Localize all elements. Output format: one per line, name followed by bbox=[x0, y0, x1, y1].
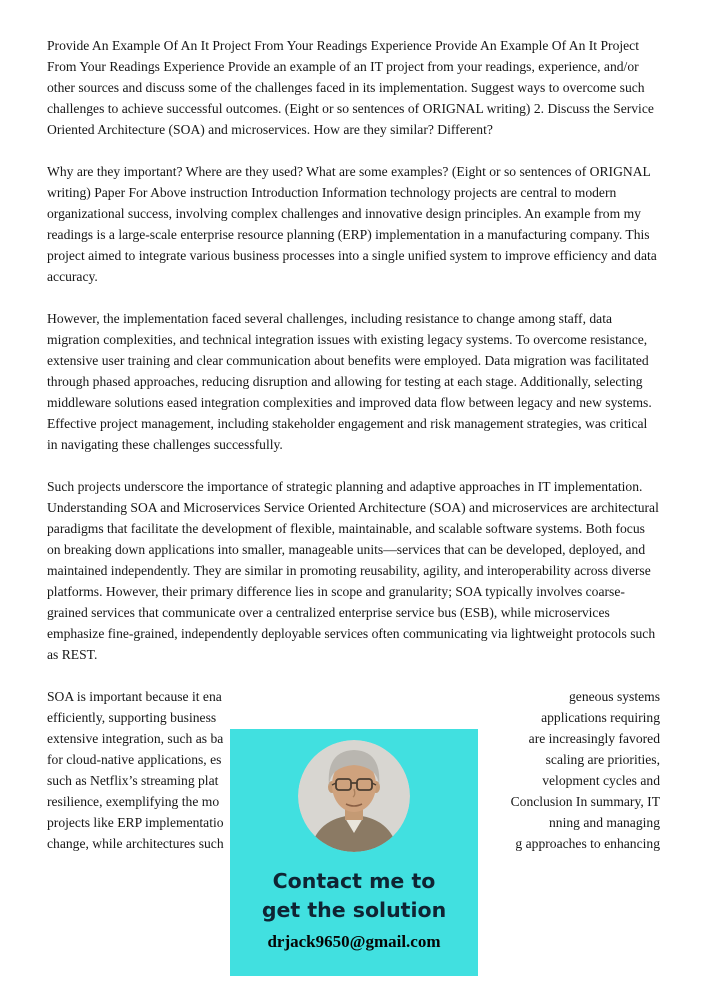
contact-heading-line2: get the solution bbox=[261, 898, 447, 922]
elderly-man-with-glasses-icon bbox=[298, 740, 410, 852]
text-fragment-right: geneous systems bbox=[569, 689, 660, 704]
contact-heading-line1: Contact me to bbox=[272, 869, 436, 893]
obscured-text-line bbox=[47, 686, 660, 707]
text-fragment-left: efficiently, supporting business bbox=[47, 710, 217, 725]
contact-overlay-card[interactable] bbox=[230, 729, 478, 976]
obscured-text-line bbox=[47, 707, 660, 728]
text-fragment-right: velopment cycles and bbox=[542, 773, 660, 788]
text-fragment-left: such as Netflix’s streaming plat bbox=[47, 773, 219, 788]
text-fragment-left: for cloud-native applications, es bbox=[47, 752, 222, 767]
text-fragment-left: projects like ERP implementatio bbox=[47, 815, 224, 830]
text-fragment-left: change, while architectures such bbox=[47, 836, 224, 851]
paragraph: Provide An Example Of An It Project From Your Readings Experience Provide An Example Of An It Project From Your Readings Experience Provide an example of an IT project from your readings, experience, and/or other sources and discuss some of the challenges faced in its implementation. Suggest ways to overcome such challenges to achieve successful outcomes. (Eight or so sentences of ORIGNAL writing) 2. Discuss the Service Oriented Architecture (SOA) and microservices. How are they similar? Different? bbox=[47, 38, 654, 137]
tutor-photo bbox=[298, 740, 410, 852]
text-fragment-right: nning and managing bbox=[549, 815, 660, 830]
text-fragment-left: resilience, exemplifying the mo bbox=[47, 794, 220, 809]
contact-heading bbox=[262, 867, 446, 925]
text-fragment-right: Conclusion In summary, IT bbox=[510, 794, 660, 809]
text-fragment-left: SOA is important because it ena bbox=[47, 689, 222, 704]
paragraph: Such projects underscore the importance of strategic planning and adaptive approaches in IT implementation. Understanding SOA and Microservices Service Oriented Architecture (SOA) and microservices are architectural paradigms that facilitate the development of flexible, maintainable, and scalable software systems. Both focus on breaking down applications into smaller, manageable units—services that can be developed, deployed, and maintained independently. They are similar in promoting reusability, agility, and interoperability across diverse platforms. However, their primary difference lies in scope and granularity; SOA typically involves coarse-grained services that communicate over a centralized enterprise service bus (ESB), while microservices emphasize fine-grained, independently deployable services often communicating via lightweight protocols such as REST. bbox=[47, 479, 659, 662]
text-fragment-right: g approaches to enhancing bbox=[515, 836, 660, 851]
text-fragment-right: scaling are priorities, bbox=[545, 752, 660, 767]
paragraph: However, the implementation faced several challenges, including resistance to change among staff, data migration complexities, and technical integration issues with existing legacy systems. To overcome resistance, extensive user training and clear communication about benefits were employed. Data migration was facilitated through phased approaches, reducing disruption and allowing for testing at each stage. Additionally, selecting middleware solutions eased integration complexities and improved data flow between legacy and new systems. Effective project management, including stakeholder engagement and risk management strategies, was critical in navigating these challenges successfully. bbox=[47, 311, 652, 452]
text-fragment-right: applications requiring bbox=[541, 710, 660, 725]
text-fragment-right: are increasingly favored bbox=[528, 731, 660, 746]
contact-email: drjack9650@gmail.com bbox=[267, 932, 441, 951]
paragraph: Why are they important? Where are they used? What are some examples? (Eight or so sentences of ORIGNAL writing) Paper For Above instruction Introduction Information technology projects are central to modern organizational success, involving complex challenges and innovative design principles. An example from my readings is a large-scale enterprise resource planning (ERP) implementation in a manufacturing company. This project aimed to integrate various business processes into a single unified system to improve efficiency and data accuracy. bbox=[47, 164, 657, 284]
text-fragment-left: extensive integration, such as ba bbox=[47, 731, 224, 746]
